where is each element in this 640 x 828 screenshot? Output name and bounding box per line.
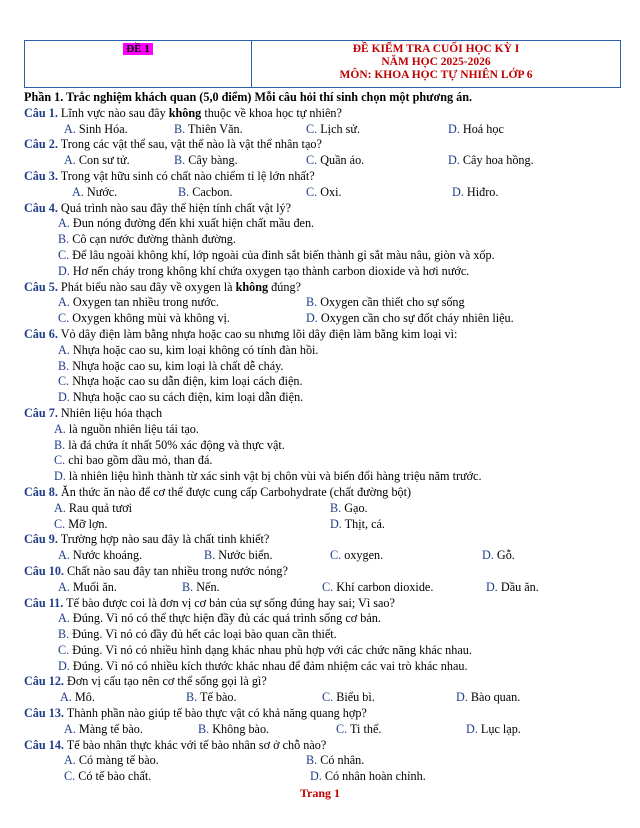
option-b: B. Nến.: [182, 579, 220, 594]
option-d: D. Hoá học: [448, 121, 504, 136]
option-b: B. Cô cạn nước đường thành đường.: [58, 232, 236, 247]
question-number: Câu 7.: [24, 405, 58, 420]
options-row: [24, 122, 624, 138]
exam-title-cell: [252, 41, 620, 87]
question-text: Chất nào sau đây tan nhiều trong nước nóng?: [63, 563, 288, 578]
options-row: [24, 295, 624, 311]
option-c: C. Có tế bào chất.: [64, 769, 152, 784]
option-c: C. oxygen.: [330, 548, 384, 563]
question-11: [24, 596, 624, 612]
option-b: B. Cacbon.: [178, 184, 233, 199]
question-number: Câu 14.: [24, 737, 64, 752]
options-row: [24, 548, 624, 564]
question-3: [24, 169, 624, 185]
option-c: C. chỉ bao gồm dầu mỏ, than đá.: [54, 453, 213, 468]
option-a: A. Oxygen tan nhiều trong nước.: [58, 295, 219, 310]
option-d: D. Đúng. Vì nó có nhiều kích thước khác nhau để đảm nhiệm các vai trò khác nhau.: [58, 658, 468, 673]
question-text: Trong các vật thể sau, vật thể nào là vật thể nhân tạo?: [57, 137, 322, 152]
exam-code-cell: [25, 41, 252, 87]
options-row: [24, 517, 624, 533]
option-c: C. Khí carbon dioxide.: [322, 579, 434, 594]
subject-title: MÔN: KHOA HỌC TỰ NHIÊN LỚP 6: [339, 69, 533, 81]
question-emphasis: không: [235, 279, 269, 294]
question-12: [24, 674, 624, 690]
option-a: A. Rau quả tươi: [54, 500, 133, 515]
question-number: Câu 8.: [24, 484, 58, 499]
option-d: D. Gỗ.: [482, 548, 515, 563]
option-b: B. Không bào.: [198, 721, 270, 736]
question-text: Tế bào được coi là đơn vị cơ bản của sự sống đúng hay sai; Vì sao?: [63, 595, 395, 610]
option-c: C. Mỡ lợn.: [54, 516, 108, 531]
option-c: C. Lịch sử.: [306, 121, 361, 136]
options-row: [24, 722, 624, 738]
question-text-end: đúng?: [268, 279, 301, 294]
option-d: D. Hiđro.: [452, 184, 499, 199]
options-row: [24, 501, 624, 517]
question-number: Câu 1.: [24, 105, 58, 120]
question-text: Vỏ dây điện làm bằng nhựa hoặc cao su nhưng lõi dây điện làm bằng kim loại vì:: [57, 326, 458, 341]
options-row: [24, 753, 624, 769]
question-9: [24, 532, 624, 548]
question-text: Phát biểu nào sau đây về oxygen là: [57, 279, 236, 294]
option-a: A. là nguồn nhiên liệu tái tạo.: [54, 421, 199, 436]
exam-title: ĐỀ KIỂM TRA CUỐI HỌC KỲ I: [352, 43, 520, 55]
question-emphasis: không: [168, 105, 202, 120]
option-a: A. Mô.: [60, 690, 95, 705]
option-b: B. Gạo.: [330, 500, 368, 515]
option-b: B. Oxygen cần thiết cho sự sống: [306, 295, 465, 310]
option-a: A. Nhựa hoặc cao su, kim loại không có tính đàn hồi.: [58, 342, 319, 357]
part-1-heading: Phần 1. Trắc nghiệm khách quan (5,0 điểm) Mỗi câu hỏi thí sinh chọn một phương án.: [24, 90, 473, 104]
option-b: B. Cây bàng.: [174, 153, 238, 168]
option-b: B. Tế bào.: [186, 690, 237, 705]
option-d: D. Nhựa hoặc cao su cách điện, kim loại dẫn điện.: [58, 390, 304, 405]
question-text: Thành phần nào giúp tế bào thực vật có khả năng quang hợp?: [63, 706, 367, 721]
option-a: A. Nước khoáng.: [58, 548, 143, 563]
question-number: Câu 10.: [24, 563, 64, 578]
question-text: Lĩnh vực nào sau đây: [57, 105, 169, 120]
question-text: Ăn thức ăn nào để cơ thể được cung cấp Carbohydrate (chất đường bột): [57, 484, 412, 499]
question-text: Trường hợp nào sau đây là chất tinh khiết?: [57, 532, 270, 547]
question-text-end: thuộc về khoa học tự nhiên?: [201, 105, 342, 120]
options-row: [24, 311, 624, 327]
option-b: B. Đúng. Vì nó có đầy đủ hết các loại bào quan cần thiết.: [58, 627, 337, 642]
option-a: A. Muối ăn.: [58, 579, 117, 594]
option-c: C. Oxi.: [306, 184, 342, 199]
option-d: D. là nhiên liệu hình thành từ xác sinh vật bị chôn vùi và biến đổi hàng triệu năm trước.: [54, 469, 482, 484]
question-number: Câu 12.: [24, 674, 64, 689]
question-text: Nhiên liệu hóa thạch: [57, 405, 163, 420]
question-6: [24, 327, 624, 343]
question-number: Câu 9.: [24, 532, 58, 547]
question-14: [24, 738, 624, 754]
question-number: Câu 5.: [24, 279, 58, 294]
option-d: D. Có nhân hoàn chỉnh.: [310, 769, 426, 784]
option-a: A. Màng tế bào.: [64, 721, 143, 736]
exam-header: [24, 40, 621, 88]
question-text: Đơn vị cấu tạo nên cơ thể sống gọi là gì?: [63, 674, 267, 689]
option-d: D. Dầu ăn.: [486, 579, 539, 594]
option-c: C. Đúng. Vì nó có nhiều hình dạng khác nhau phù hợp với các chức năng khác nhau.: [58, 642, 472, 657]
option-c: C. Nhựa hoặc cao su dẫn điện, kim loại cách điện.: [58, 374, 303, 389]
option-a: A. Có màng tế bào.: [64, 753, 159, 768]
question-5: [24, 280, 624, 296]
page-number: Trang 1: [299, 786, 341, 800]
option-a: A. Đun nóng đường đến khi xuất hiện chất mầu đen.: [58, 216, 315, 231]
option-b: B. Nhựa hoặc cao su, kim loại là chất dễ cháy.: [58, 358, 284, 373]
question-number: Câu 11.: [24, 595, 64, 610]
option-d: D. Oxygen cần cho sự đốt cháy nhiên liệu.: [306, 311, 514, 326]
question-number: Câu 6.: [24, 326, 58, 341]
exam-content: [24, 90, 624, 785]
exam-code-badge: ĐỀ 1: [123, 43, 153, 55]
question-10: [24, 564, 624, 580]
option-c: C. Biểu bì.: [322, 690, 375, 705]
question-text: Trong vật hữu sinh có chất nào chiếm tỉ lệ lớn nhất?: [57, 168, 315, 183]
option-b: B. là đá chứa ít nhất 50% xác động và thực vật.: [54, 437, 285, 452]
question-text: Quá trình nào sau đây thể hiện tính chất vật lý?: [57, 200, 292, 215]
question-number: Câu 2.: [24, 137, 58, 152]
question-text: Tế bào nhân thực khác với tế bào nhân sơ ở chỗ nào?: [63, 737, 327, 752]
option-c: C. Quần áo.: [306, 153, 365, 168]
options-row: [24, 769, 624, 785]
options-row: [24, 690, 624, 706]
question-7: [24, 406, 624, 422]
options-row: [24, 185, 624, 201]
question-13: [24, 706, 624, 722]
option-b: B. Thiên Văn.: [174, 121, 243, 136]
option-a: A. Đúng. Vì nó có thể thực hiện đầy đủ các quá trình sống cơ bản.: [58, 611, 381, 626]
option-c: C. Oxygen không mùi và không vị.: [58, 311, 230, 326]
options-row: [24, 153, 624, 169]
options-row: [24, 580, 624, 596]
question-8: [24, 485, 624, 501]
option-d: D. Cây hoa hồng.: [448, 153, 534, 168]
question-1: [24, 106, 624, 122]
option-b: B. Nước biển.: [204, 548, 273, 563]
option-a: A. Sinh Hóa.: [64, 121, 128, 136]
option-d: D. Bào quan.: [456, 690, 521, 705]
option-c: C. Ti thể.: [336, 721, 382, 736]
option-a: A. Con sư tử.: [64, 153, 130, 168]
option-a: A. Nước.: [72, 184, 118, 199]
question-2: [24, 137, 624, 153]
question-number: Câu 4.: [24, 200, 58, 215]
question-number: Câu 13.: [24, 706, 64, 721]
question-4: [24, 201, 624, 217]
option-d: D. Lục lạp.: [466, 721, 521, 736]
school-year: NĂM HỌC 2025-2026: [381, 56, 491, 68]
question-number: Câu 3.: [24, 168, 58, 183]
option-c: C. Để lâu ngoài không khí, lớp ngoài của đinh sắt biến thành gỉ sắt màu nâu, giòn và xốp.: [58, 247, 495, 262]
option-d: D. Hơ nến cháy trong không khí chứa oxygen tạo thành carbon dioxide và hơi nước.: [58, 263, 470, 278]
option-d: D. Thịt, cá.: [330, 516, 385, 531]
option-b: B. Có nhân.: [306, 753, 365, 768]
